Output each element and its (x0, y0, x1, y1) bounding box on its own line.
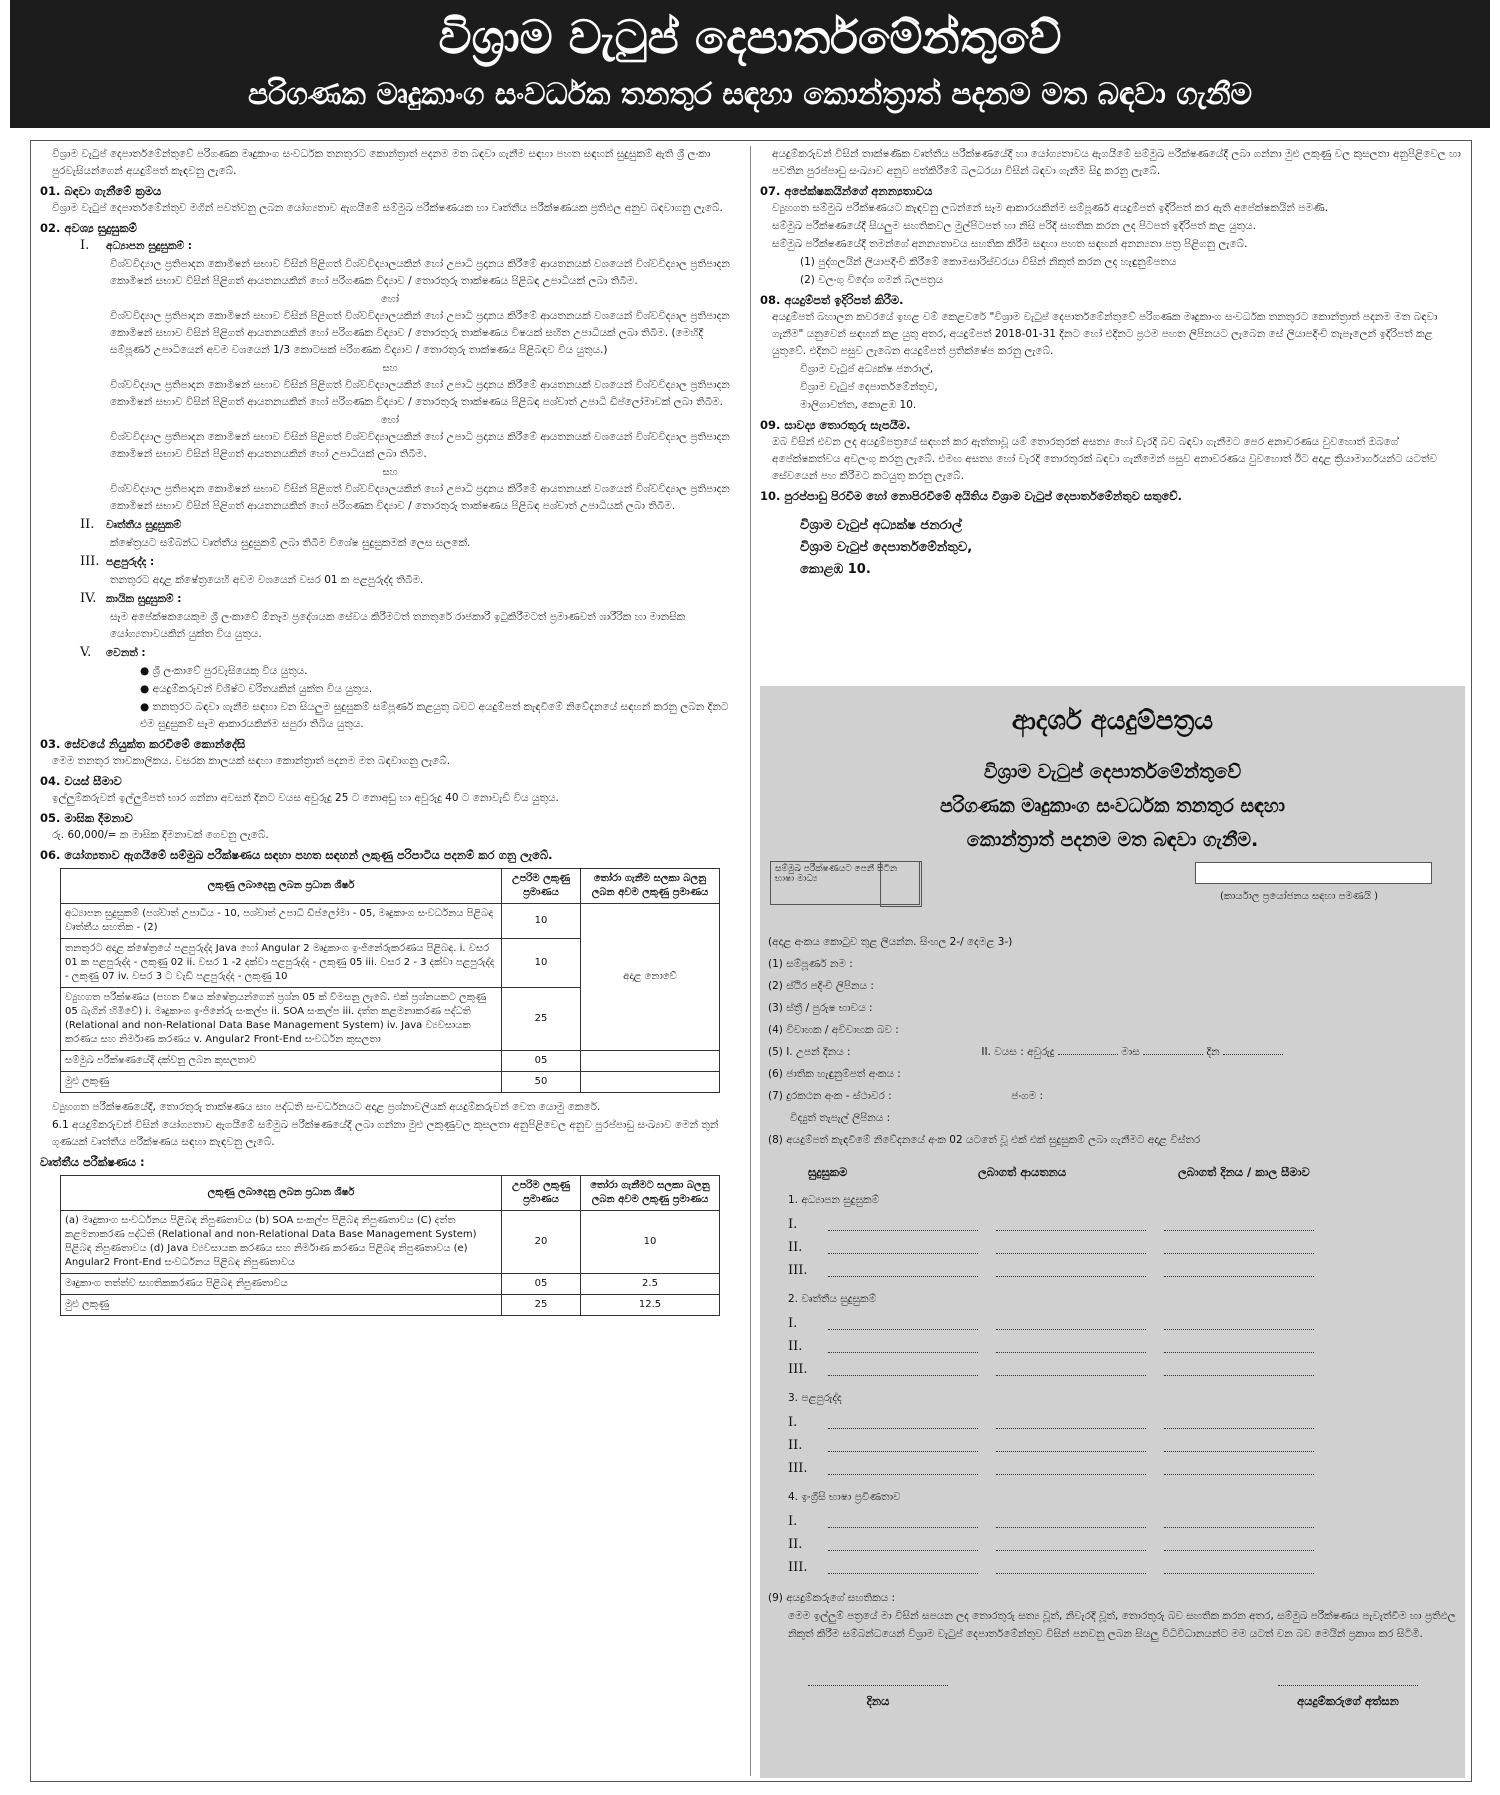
address-field[interactable]: (2) ස්ථිර පදිංචි ලිපිනය : (768, 980, 874, 992)
declaration: (9) අයදුම්කරුගේ සහතිකය : මෙම ඉල්ලුම් පත්‍රයේ මා විසින් සපයන ලද තොරතුරු සත්‍ය වූත්, නිවැරදි වූත්, තොරතුරු බව සහතික කරන අතර, සම්මුඛ පරීක්ෂණය පැවැත්වීම හා ප්‍රතිඵල නිකුත් කිරීම සම්බන්ධයෙන් විශ්‍රාම වැටුප් දෙපාර්තමේන්තුව විසින් පනවනු ලබන සියලු විධිවිධානයන්ට මම යටත් වන බව මෙයින් ප්‍රකාශ කර සිටිමි. (768, 1592, 1456, 1640)
table-row: අධ්‍යාපන සුදුසුකම් (පශ්චාත් උපාධිය - 10, පශ්චාත් උපාධි ඩිප්ලෝමා - 05, මෘදුකාංග සංවර්ධනය පිළිබඳ වෘත්තීය සහතික - (2) 10 අදාළ නොවේ (61, 904, 720, 939)
signatory-line: විශ්‍රාම වැටුප් අධ්‍යක්ෂ ජනරාල් (800, 518, 962, 533)
section-7-text-c: සම්මුඛ පරීක්ෂණයේදී තමන්ගේ අනන්‍යතාවය සහතික කිරීම සඳහා පහත සඳහන් අනන්‍යතා පත්‍ර පිළිගනු ලැබේ. (772, 238, 1248, 250)
table-header: ලකුණු ලබාදෙනු ලබන ප්‍රධාන ශීර්ෂ (61, 869, 502, 904)
nic-field[interactable]: (6) ජාතික හැඳුනුම්පත් අංකය : (768, 1068, 901, 1080)
and-text: සහ (382, 467, 398, 478)
address-line: විශ්‍රාම වැටුප් අධ්‍යක්ෂ ජනරාල්, (800, 363, 934, 375)
table-row: මුළු ලකුණු 25 12.5 (61, 1295, 720, 1316)
exp-text: තනතුරට අදාළ ක්ෂේත්‍රයෙහි අවම වශයෙන් වසර 01 ක පළපුරුද්ද තිබීම. (110, 574, 424, 586)
qualification-row[interactable]: III. (788, 1358, 1458, 1381)
dob-age-field[interactable]: (5) I. උපන් දිනය : II. වයස : අවුරුදු මාස දින (768, 1041, 1458, 1063)
signatory-line: කොළඹ 10. (800, 562, 871, 577)
language-medium-input[interactable] (880, 861, 922, 907)
qualification-row[interactable]: I. (788, 1312, 1458, 1335)
signatory-line: විශ්‍රාම වැටුප් දෙපාර්තමේන්තුව, (800, 540, 973, 555)
table-header: ලකුණු ලබාදෙනු ලබන ප්‍රධාන ශීර්ෂ (61, 1176, 502, 1211)
edu-option-1: විශ්වවිද්‍යාල ප්‍රතිපාදන කොමිෂන් සභාව විසින් පිළිගත් විශ්වවිද්‍යාලයකින් හෝ උපාධි ප්‍රදානය කිරීමේ ආයතනයක් වශයෙන් විශ්වවිද්‍යාල ප්‍රතිපාදන කොමිෂන් සභාව විසින් පිළිගත් ආයතනයකින් හෝ පරිගණක විද්‍යාව / තොරතුරු තාක්ෂණය පිළිබඳ උපාධියක් ලබා තිබීම. (110, 258, 730, 287)
id-option-1: (1) පුද්ගලයින් ලියාපදිංචි කිරීමේ කොමසාරිස්වරයා විසින් නිකුත් කරන ලද හැඳුනුම්පතය (800, 256, 1177, 268)
page-subtitle: පරිගණක මෘදුකාංග සංවර්ධක තනතුර සඳහා කොන්ත්‍රාත් පදනම මත බඳවා ගැනීම (247, 77, 1253, 112)
full-name-field[interactable]: (1) සම්පූර්ණ නම : (768, 958, 853, 970)
right-column (760, 146, 1465, 581)
qualification-row[interactable]: I. (788, 1411, 1458, 1434)
section-9-heading: 09. සාවද්‍ය තොරතුරු සැපයීම. (760, 418, 911, 432)
section-6-heading: 06. යෝග්‍යතාව ඇගයීමේ සම්මුඛ පරීක්ෂණය සඳහා පහත සඳහන් ලකුණු පරිපාටිය පදනම් කර ගනු ලැබේ. (40, 848, 553, 862)
office-use-box[interactable] (1195, 862, 1432, 884)
section-4-heading: 04. වයස් සීමාව (40, 774, 122, 788)
exp-label: III. පළපුරුද්ද : (80, 554, 155, 569)
language-note: (අදාළ අංකය කොටුව තුළ ලියන්න. සිංහල 2-/ දෙමළ 3-) (768, 936, 1013, 948)
table-row: තනතුරට අදාළ ක්ෂේත්‍රයේ පළපුරුද්ද Java හෝ Angular 2 මෘදුකාංග ඉංජිනේරුකරණය පිළිබඳ. i. වසර 01 ක පළපුරුද්ද - ලකුණු 02 ii. වසර 1 -2 දක්වා පළපුරුද්ද - ලකුණු 05 iii. වසර 2 - 3 දක්වා පළපුරුද්ද - ලකුණු 07 iv. වසර 3 ට වැඩි පළපුරුද්ද - ලකුණු 10 10 (61, 939, 720, 988)
qualification-row[interactable]: III. (788, 1556, 1458, 1579)
qualification-row[interactable]: II. (788, 1335, 1458, 1358)
form-subtitle: විශ්‍රාම වැටුප් දෙපාර්තමේන්තුවේ පරිගණක මෘදුකාංග සංවර්ධක තනතුර සඳහා කොන්ත්‍රාත් පදනම මත බඳවා ගැනීම. (939, 761, 1286, 851)
section-5-text: රු. 60,000/= ක මාසික දීමනාවක් ගෙවනු ලැබේ. (52, 829, 269, 841)
prof-exam-heading: වෘත්තීය පරීක්ෂණය : (40, 1155, 145, 1169)
id-option-2: (2) වලංගු විදේශ ගමන් බලපත්‍රය (800, 274, 944, 286)
selection-text: අයදුම්කරුවන් විසින් තාක්ෂණික වෘත්තීය පරීක්ෂණයේදී හා යෝග්‍යතාවය ඇගයීමේ සම්මුඛ පරීක්ෂණයේදී ලබා ගන්නා මුළු ලකුණු වල කුසලතා අනුපිළිවෙල හා පවතින පුරප්පාඩු සංඛ්‍යාව අනුව පත්කිරීමේ බලධරයා විසින් බඳවා ගැනීම සිදු කරනු ලැබේ. (772, 148, 1461, 177)
table-row: ව්‍යුහගත පරීක්ෂණය (පහත විෂය ක්ෂේත්‍රයන්ගෙන් ප්‍රශ්න 05 ක් විමසනු ලැබේ. එක් ප්‍රශ්නයකට ලකුණු 05 බැගින් හිමිවේ) i. මෘදුකාංග ඉංජිනේරු සංකල්ප ii. SOA සංකල්ප iii. දත්ත කළමනාකරණ පද්ධති (Relational and non-Relational Data Base Management System) iv. Java ව්‍යවසායක කරණය සහ නිර්මාණ කරණය v. Angular2 Front-End සංවර්ධන කුසලතා 25 (61, 988, 720, 1051)
left-column (40, 146, 740, 1322)
page-title: විශ්‍රාම වැටුප් දෙපාර්තමේන්තුවේ (438, 10, 1062, 64)
section-1-text: විශ්‍රාම වැටුප් දෙපාර්තමේන්තුව මගින් පවත්වනු ලබන යෝග්‍යතාව ඇගයීමේ සම්මුඛ පරීක්ෂණයක හා වෘත්තීය පරීක්ෂණයක ප්‍රතිඵල අනුව බඳවාගනු ලැබේ. (52, 202, 723, 214)
marital-status-field[interactable]: (4) විවාහක / අවිවාහක බව : (768, 1024, 899, 1036)
structured-test-note: ව්‍යුහගත පරීක්ෂණයේදී, තොරතුරු තාක්ෂණය සහ පද්ධති සංවර්ධනයට අදාළ ප්‍රශ්නාවලියක් අයදුම්කරුවන් වෙත යොමු කෙරේ. (52, 1101, 601, 1113)
phone-field[interactable]: (7) දුරකථන අංක - ස්ථාවර : ජංගම : (768, 1090, 1044, 1102)
phys-label: IV. කායික සුදුසුකම් : (80, 591, 182, 606)
qualification-row[interactable]: II. (788, 1236, 1458, 1259)
section-10-heading: 10. පුරප්පාඩු පිරවීම හෝ නොපිරවීමේ අයිතිය විශ්‍රාම වැටුප් දෙපාර්තමේන්තුව සතුවේ. (760, 489, 1182, 503)
qualification-experience: 3. පළපුරුද්ද I. II. III. (788, 1387, 1458, 1480)
intro-text: විශ්‍රාම වැටුප් දෙපාර්තමේන්තුවේ පරිගණක මෘදුකාංග සංවර්ධක තනතුරට කොන්ත්‍රාත් පදනම මත බඳවා ගැනීම සඳහා පහත සඳහන් සුදුසුකම් ඇති ශ්‍රී ලංකා පුරවැසියන්ගෙන් අයදුම්පත් කැඳවනු ලැබේ. (52, 148, 711, 177)
column-divider (750, 146, 751, 1776)
model-application-form (760, 686, 1465, 1778)
section-8-heading: 08. අයදුම්පත් ඉදිරිපත් කිරීම. (760, 293, 904, 307)
qualification-education: 1. අධ්‍යාපන සුදුසුකම් I. II. III. (788, 1189, 1458, 1282)
qualification-row[interactable]: III. (788, 1457, 1458, 1480)
table-header: උපරිම ලකුණු ප්‍රමාණය (502, 869, 581, 904)
edu-label: I. අධ්‍යාපන සුදුසුකම් : (80, 238, 192, 253)
signature-field[interactable]: අයදුම්කරුගේ අත්සන (1278, 1685, 1418, 1712)
other-label: V. වෙනත් : (80, 645, 146, 660)
table-row: (a) මෘදුකාංග සංවර්ධනය පිළිබඳ නිපුණතාවය (b) SOA සංකල්ප පිළිබඳ නිපුණතාවය (C) දත්ත කළමනාකරණ පද්ධති (Relational and non-Relational Data Base Management System) පිළිබඳ නිපුණතාවය (d) Java ව්‍යවසායක කරණය සහ නිර්මාණ කරණය පිළිබඳ නිපුණතාවය (e) Angular2 Front-End සංවර්ධනය පිළිබඳ නිපුණතාවය 20 10 (61, 1211, 720, 1274)
other-item-3: ● තනතුරට බඳවා ගැනීම සඳහා වන සියලුම සුදුසුකම් සම්පූර්ණ කළයුතු බවට අයදුම්පත් කැඳවීමේ නිවේදනයේ සඳහන් කරනු ලබන දිනට එම සුදුසුකම් සෑම ආකාරයකින්ම සපුරා තිබිය යුතුය. (140, 701, 729, 730)
table-row: මෘදුකාංග තත්ත්ව සහතිකකරණය පිළිබඳ නිපුණතාවය 05 2.5 (61, 1274, 720, 1295)
qualification-row[interactable]: I. (788, 1213, 1458, 1236)
qualification-row[interactable]: II. (788, 1533, 1458, 1556)
section-1-heading: 01. බඳවා ගැනීමේ ක්‍රමය (40, 184, 162, 198)
qualification-english: 4. ඉංග්‍රීසි භාෂා ප්‍රවීණතාව I. II. III. (788, 1486, 1458, 1579)
or-text: හෝ (381, 294, 399, 305)
or-text: හෝ (381, 415, 399, 426)
edu-option-2ii: විශ්වවිද්‍යාල ප්‍රතිපාදන කොමිෂන් සභාව විසින් පිළිගත් විශ්වවිද්‍යාලයකින් හෝ උපාධි ප්‍රදානය කිරීමේ ආයතනයක් වශයෙන් විශ්වවිද්‍යාල ප්‍රතිපාදන කොමිෂන් සභාව විසින් පිළිගත් ආයතනයකින් හෝ පරිගණක විද්‍යාව / තොරතුරු තාක්ෂණය පිළිබඳ පශ්චාත් උපාධි ඩිප්ලෝමාවක් ලබා තිබීම. (110, 379, 730, 408)
other-item-2: ● අයදුම්කරුවන් විශිෂ්ට චරිතයකින් යුක්ත විය යුතුය. (140, 683, 373, 695)
gender-field[interactable]: (3) ස්ත්‍රී / පුරුෂ භාවය : (768, 1002, 873, 1014)
qualifications-note: (8) අයදුම්පත් කැඳවීමේ නිවේදනයේ අංක 02 යටතේ වූ එක් එක් සුදුසුකම් ලබා ගැනීමට අදාළ විස්තර (768, 1134, 1201, 1146)
section-2-heading: 02. අවශ්‍ය සුදුසුකම් (40, 221, 137, 235)
edu-option-3i: විශ්වවිද්‍යාල ප්‍රතිපාදන කොමිෂන් සභාව විසින් පිළිගත් විශ්වවිද්‍යාලයකින් හෝ උපාධි ප්‍රදානය කිරීමේ ආයතනයක් වශයෙන් විශ්වවිද්‍යාල ප්‍රතිපාදන කොමිෂන් සභාව විසින් පිළිගත් ආයතනයකින් හෝ උපාධියක් ලබා තිබීම. (110, 431, 730, 460)
table-header: උපරිම ලකුණු ප්‍රමාණය (502, 1176, 581, 1211)
section-8-text: අයදුම්පත් බහාලන කවරයේ ඉහළ වම් කෙළවරේ "විශ්‍රාම වැටුප් දෙපාර්තමේන්තුවේ පරිගණක මෘදුකාංග සංවර්ධක තනතුරට කොන්ත්‍රාත් පදනම මත බඳවා ගැනීම" යනුවෙන් සඳහන් කළ යුතු අතර, අයදුම්පත් 2018-01-31 දිනට හෝ එදිනට ප්‍රථම පහත ලිපිනයට ලැබෙන සේ ලියාපදිංචි තැපෑලෙන් ඉදිරිපත් කළ යුතුවේ. එදිනට පසුව ලැබෙන අයදුම්පත් ප්‍රතික්ෂේප කරනු ලැබේ. (772, 311, 1438, 357)
qualification-row[interactable]: II. (788, 1434, 1458, 1457)
section-3-heading: 03. සේවයේ නියුක්ත කරවීමේ කොන්දේසි (40, 737, 246, 751)
other-item-1: ● ශ්‍රී ලංකාවේ පුරවැසියෙකු විය යුතුය. (140, 665, 308, 677)
date-field[interactable]: දිනය (808, 1685, 948, 1712)
clause-6-1: 6.1 අයදුම්කරුවන් විසින් යෝග්‍යතාව ඇගයීමේ සම්මුඛ පරීක්ෂණයේදී ලබා ගන්නා මුළු ලකුණුවල කුසලතා අනුපිළිවෙල අනුව පුරප්පාඩු සංඛ්‍යාව මෙන් තුන් ගුණයක් වෘත්තීය පරීක්ෂණය සඳහා කැඳවනු ලැබේ. (52, 1119, 719, 1148)
address-line: මාලිගාවත්ත, කොළඹ 10. (800, 399, 917, 411)
prof-label: II. වෘත්තීය සුදුසුකම් (80, 517, 182, 532)
signature-row (768, 1685, 1458, 1712)
section-7-text-b: සම්මුඛ පරීක්ෂණයේදී සියලුම සහතිකවල මුල්පිටපත් හා නිසි පරිදි සහතික කරන ලද පිටපත් ඉදිරිපත් කළ යුතුය. (772, 220, 1256, 232)
prof-text: ක්ෂේත්‍රයට සම්බන්ධ වෘත්තීය සුදුසුකම් ලබා තිබීම විශේෂ සුදුසුකමක් ලෙස සලකේ. (110, 537, 471, 549)
table-row: සම්මුඛ පරීක්ෂණයේදී දක්වනු ලබන කුසලතාව 05 (61, 1051, 720, 1072)
section-9-text: ඔබ විසින් එවන ලද අයදුම්පත්‍රයේ සඳහන් කර ඇත්තාවූ යම් තොරතුරක් අසත්‍ය හෝ වැරදි බව බඳවා ගැනීමට පෙර අනාවරණය වුවහොත් ඔබගේ අපේක්ෂකත්වය අවලංගු කරනු ලැබේ. එමඟ අසත්‍ය හෝ වැරදි තොරතුරක් බඳවා ගැනීමෙන් පසුව අනාවරණය වුවහොත් ඊට අදාළ ක්‍රියාමාර්ගයන්ට යටත්ව සේවයෙන් පහ කිරීමට කටයුතු කරනු ලැබේ. (772, 436, 1438, 482)
qualifications-header: සුදුසුකම ලබාගත් ආයතනය ලබාගත් දිනය / කාල සීමාව (808, 1165, 1310, 1179)
table-header: තෝරා ගැනීම සලකා බලනු ලබන අවම ලකුණු ප්‍රමාණය (581, 869, 720, 904)
form-title: ආදර්ශ අයදුම්පත්‍රය (1011, 706, 1214, 736)
header-banner (10, 0, 1490, 128)
email-field[interactable]: විද්‍යුත් තැපැල් ලිපිනය : (790, 1112, 891, 1124)
office-use-label: (කාර්යාල ප්‍රයෝජනය සඳහා පමණයි ) (1220, 891, 1379, 902)
language-medium-box: සම්මුඛ පරීක්ෂණයට පෙනී සිටින භාෂා මාධ්‍ය (770, 861, 920, 905)
section-5-heading: 05. මාසික දීමනාව (40, 811, 133, 825)
table-row: මුළු ලකුණු 50 (61, 1072, 720, 1093)
qualification-professional: 2. වෘත්තීය සුදුසුකම් I. II. III. (788, 1288, 1458, 1381)
qualification-row[interactable]: III. (788, 1259, 1458, 1282)
edu-option-3ii: විශ්වවිද්‍යාල ප්‍රතිපාදන කොමිෂන් සභාව විසින් පිළිගත් විශ්වවිද්‍යාලයකින් හෝ උපාධි ප්‍රදානය කිරීමේ ආයතනයක් වශයෙන් විශ්වවිද්‍යාල ප්‍රතිපාදන කොමිෂන් සභාව විසින් පිළිගත් ආයතනයකින් හෝ පරිගණක විද්‍යාව / තොරතුරු තාක්ෂණය පිළිබඳ පශ්චාත් උපාධියක් ලබා තිබීම. (110, 483, 730, 512)
table-header: තෝරා ගැනීමට සලකා බලනු ලබන අවම ලකුණු ප්‍රමාණය (581, 1176, 720, 1211)
section-7-text-a: ව්‍යුහගත සම්මුඛ පරීක්ෂණයට කැඳවනු ලබන්නේ සෑම ආකාරයකින්ම සම්පූර්ණ අයදුම්පත් ඉදිරිපත් කර ඇති අපේක්ෂකයින් පමණි. (772, 202, 1329, 214)
edu-option-2i: විශ්වවිද්‍යාල ප්‍රතිපාදන කොමිෂන් සභාව විසින් පිළිගත් විශ්වවිද්‍යාලයකින් හෝ උපාධි ප්‍රදානය කිරීමේ ආයතනයක් වශයෙන් විශ්වවිද්‍යාල ප්‍රතිපාදන කොමිෂන් සභාව විසින් පිළිගත් ආයතනයකින් හෝ පරිගණක විද්‍යාව / තොරතුරු තාක්ෂණය විෂයක් සහිත උපාධියක් ලබා තිබීම. (මෙහිදී සම්පූර්ණ උපාධියෙන් අවම වශයෙන් 1/3 කොටසක් පරිගණක විද්‍යාව / තොරතුරු තාක්ෂණය පිළිබඳව විය යුතුය.) (110, 310, 730, 356)
phys-text: සෑම අපේක්ෂකයෙකුම ශ්‍රී ලංකාවේ ඕනෑම ප්‍රදේශයක සේවය කිරීමටත් තනතුරේ රාජකාරී ඉටුකිරීමටත් ප්‍රමාණවත් ශාරීරික හා මානසික යෝග්‍යතාවයකින් යුක්ත විය යුතුය. (110, 611, 686, 640)
form-fields (768, 931, 1458, 1712)
section-3-text: මෙම තනතුර තාවකාලිකය. වසරක කාලයක් සඳහා කොන්ත්‍රාත් පදනම මත බඳවාගනු ලැබේ. (52, 755, 451, 767)
qualification-row[interactable]: I. (788, 1510, 1458, 1533)
professional-exam-table (60, 1175, 720, 1316)
section-7-heading: 07. අපේක්ෂකයින්ගේ අනන්‍යතාවය (760, 184, 933, 198)
interview-marks-table (60, 868, 720, 1093)
section-4-text: ඉල්ලුම්කරුවන් ඉල්ලුම්පත් භාර ගන්නා අවසන් දිනට වයස අවුරුදු 25 ට නොඅඩු හා අවුරුදු 40 ට නොවැඩි විය යුතුය. (52, 792, 559, 804)
address-line: විශ්‍රාම වැටුප් දෙපාර්තමේන්තුව, (800, 381, 938, 393)
and-text: සහ (382, 363, 398, 374)
